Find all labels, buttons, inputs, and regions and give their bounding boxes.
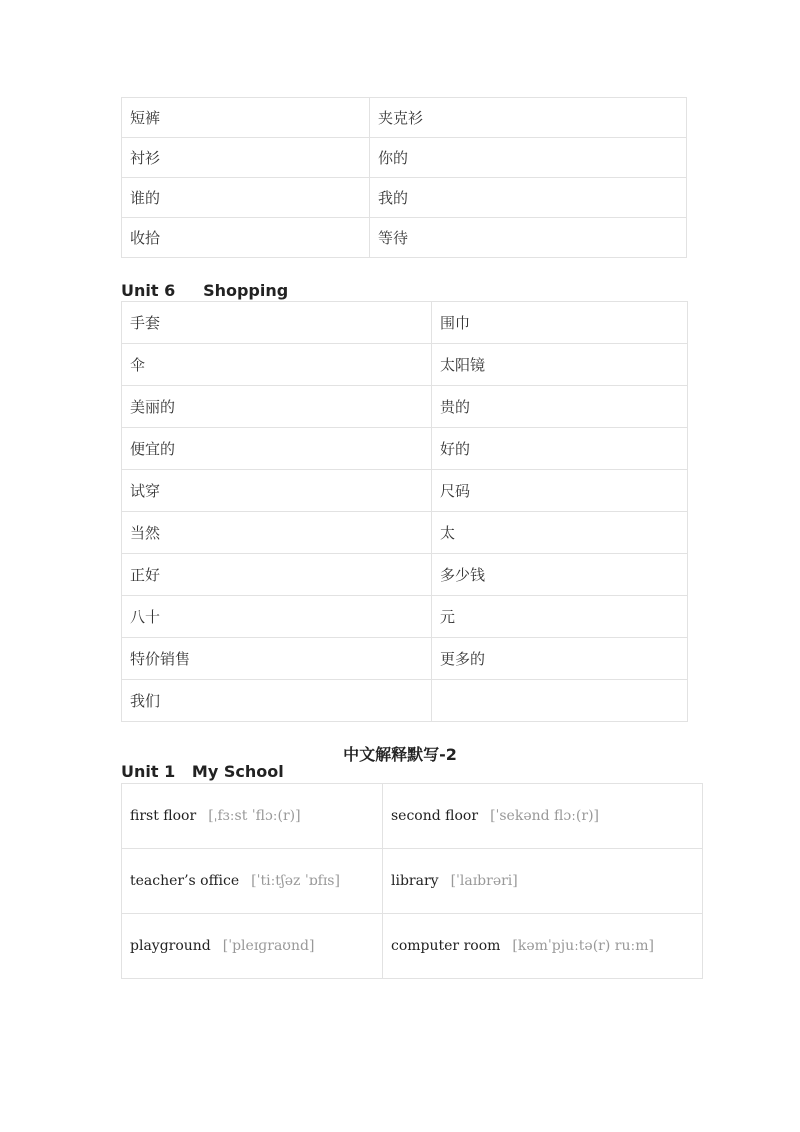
table-cell (383, 914, 703, 979)
table-cell: 尺码 (432, 470, 688, 512)
table-row (122, 428, 688, 470)
table-cell: 手套 (122, 302, 432, 344)
table-cell: 当然 (122, 512, 432, 554)
table-row (122, 849, 703, 914)
table-cell: 衬衫 (122, 138, 370, 178)
table-cell: 夹克衫 (370, 98, 687, 138)
table-row (122, 218, 687, 258)
vocab-table-1 (121, 97, 687, 258)
table-row (122, 680, 688, 722)
table-cell: 正好 (122, 554, 432, 596)
word: second floor (391, 808, 479, 824)
table-row (122, 784, 703, 849)
table-cell: 太 (432, 512, 688, 554)
table-cell (122, 849, 383, 914)
table-cell: 贵的 (432, 386, 688, 428)
table-cell: 伞 (122, 344, 432, 386)
table-row (122, 596, 688, 638)
word: teacher’s office (130, 873, 240, 889)
unit1-heading: Unit 1 My School (121, 762, 284, 781)
table-cell: 特价销售 (122, 638, 432, 680)
table-cell (383, 849, 703, 914)
table-row (122, 386, 688, 428)
table-cell: 试穿 (122, 470, 432, 512)
word: computer room (391, 938, 501, 954)
table-row (122, 138, 687, 178)
word: playground (130, 938, 211, 954)
table-row (122, 512, 688, 554)
table-row (122, 302, 688, 344)
table-cell (383, 784, 703, 849)
phonetic: [ˈlaɪbrəri] (450, 873, 518, 889)
table-row (122, 98, 687, 138)
table-cell: 你的 (370, 138, 687, 178)
table-row (122, 470, 688, 512)
vocab-table-unit1 (121, 783, 703, 979)
phonetic: [ˈsekənd flɔː(r)] (490, 808, 600, 824)
table-cell (432, 680, 688, 722)
table-cell: 谁的 (122, 178, 370, 218)
table-cell (122, 914, 383, 979)
table-cell: 我们 (122, 680, 432, 722)
table-cell: 太阳镜 (432, 344, 688, 386)
table-cell: 便宜的 (122, 428, 432, 470)
table-cell: 美丽的 (122, 386, 432, 428)
phonetic: [ˈpleɪɡraʊnd] (222, 938, 315, 954)
unit6-heading: Unit 6 Shopping (121, 281, 289, 300)
phonetic: [ˌfɜːst ˈflɔː(r)] (208, 808, 301, 824)
table-cell (122, 784, 383, 849)
phonetic: [kəmˈpjuːtə(r) ruːm] (512, 938, 654, 954)
table-cell: 元 (432, 596, 688, 638)
table-cell: 等待 (370, 218, 687, 258)
table-row (122, 638, 688, 680)
vocab-table-unit6 (121, 301, 688, 722)
table-cell: 好的 (432, 428, 688, 470)
table-cell: 更多的 (432, 638, 688, 680)
table-cell: 我的 (370, 178, 687, 218)
table-row (122, 554, 688, 596)
section-title: 中文解释默写-2 (343, 745, 457, 764)
table-row (122, 344, 688, 386)
table-cell: 围巾 (432, 302, 688, 344)
table-cell: 收拾 (122, 218, 370, 258)
table-row (122, 914, 703, 979)
table-cell: 短裤 (122, 98, 370, 138)
word: library (391, 873, 439, 889)
phonetic: [ˈtiːtʃəz ˈɒfɪs] (251, 873, 340, 889)
table-row (122, 178, 687, 218)
table-cell: 多少钱 (432, 554, 688, 596)
table-cell: 八十 (122, 596, 432, 638)
word: first floor (130, 808, 197, 824)
